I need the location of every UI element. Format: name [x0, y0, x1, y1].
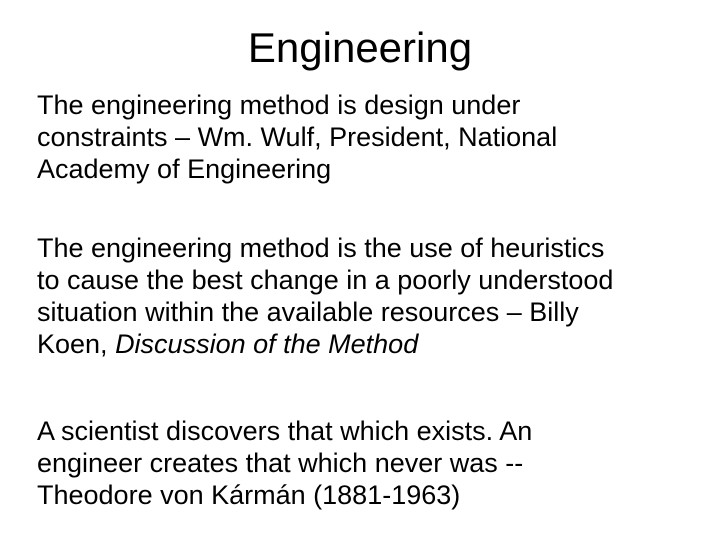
quote-line: Academy of Engineering — [37, 154, 332, 184]
quote-line: The engineering method is design under — [37, 90, 521, 120]
quote-line: engineer creates that which never was -- — [37, 448, 524, 478]
quote-line: to cause the best change in a poorly understood — [37, 265, 614, 295]
slide-title: Engineering — [247, 24, 473, 71]
quote-line: A scientist discovers that which exists. An — [37, 416, 533, 446]
quote-line: Theodore von Kármán (1881-1963) — [37, 480, 461, 510]
quote-line-attribution — [37, 328, 707, 360]
attribution-author: Koen, — [37, 329, 116, 359]
quote-line: The engineering method is the use of heuristics — [37, 233, 605, 263]
quote-line: constraints – Wm. Wulf, President, National — [37, 122, 558, 152]
book-title: Discussion of the Method — [115, 329, 419, 359]
quote-line: situation within the available resources – Billy — [37, 297, 579, 327]
quote-wulf — [37, 89, 707, 185]
quote-koen — [37, 232, 707, 360]
quote-von-karman — [37, 415, 707, 511]
